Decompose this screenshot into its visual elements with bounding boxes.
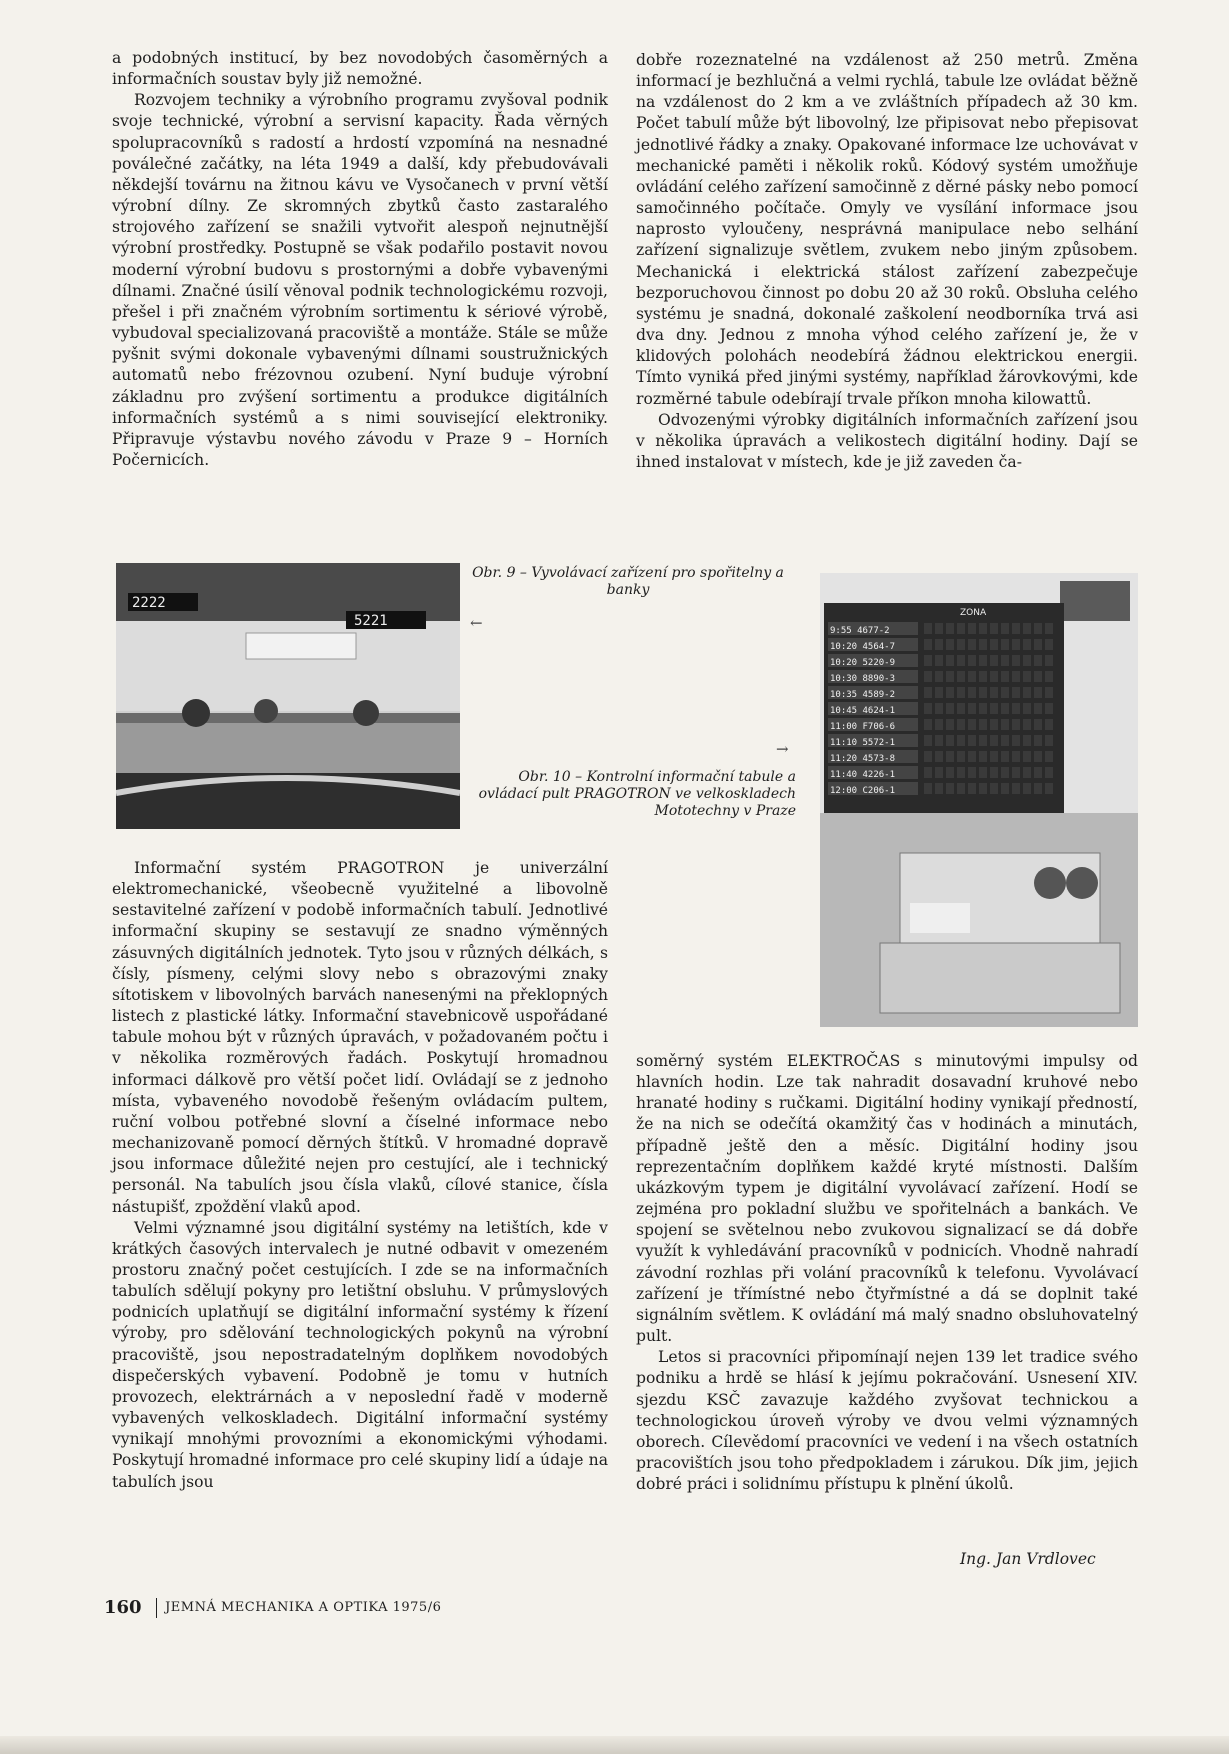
board-flap — [979, 703, 987, 714]
bottom-right-column — [636, 1051, 1138, 1495]
figure-9-photo — [116, 563, 460, 829]
board-flap — [979, 751, 987, 762]
board-flap — [1034, 751, 1042, 762]
board-flap — [1001, 751, 1009, 762]
board-flap — [1012, 783, 1020, 794]
board-flap — [946, 783, 954, 794]
board-flap — [979, 623, 987, 634]
paragraph: Informační systém PRAGOTRON je univerzální elektromechanické, všeobecně využitelné a libovolně sestavitelné zařízení v podobě informačních tabulí. Jednotlivé informační skupiny se sestavují ze snadno výměnných zásuvných digitálních jednotek. Tyto jsou v různých délkách, s čísly, písmeny, celými slovy nebo s obrazovými znaky sítotiskem v libovolných barvách nanesenými na překlopných listech z plastické látky. Informační stavebnicově uspořádané tabule mohou být v různých úpravách, v požadovaném počtu i v několika rozměrových řadách. Poskytují hromadnou informaci dálkově pro větší počet lidí. Ovládají se z jednoho místa, vybaveného novodobě řešeným ovládacím pultem, ruční volbou potřebné slovní a číselné informace nebo mechanizovaně pomocí děrných štítků. V hromadné dopravě jsou informace důležité nejen pro cestující, ale i technický personál. Na tabulích jsou čísla vlaků, cílové stanice, čísla nástupišť, zpoždění vlaků apod. — [112, 859, 608, 1216]
board-flap — [957, 735, 965, 746]
board-flap — [990, 719, 998, 730]
board-flap — [1023, 751, 1031, 762]
board-flap — [1045, 687, 1053, 698]
board-row: 11:10 5572-1 — [830, 738, 896, 748]
board-row: 10:35 4589-2 — [830, 690, 896, 700]
board-flap — [924, 655, 932, 666]
board-flap — [924, 687, 932, 698]
board-flap — [924, 623, 932, 634]
board-flap — [990, 671, 998, 682]
board-flap — [946, 623, 954, 634]
board-flap — [1001, 735, 1009, 746]
board-flap — [968, 639, 976, 650]
board-flap — [990, 655, 998, 666]
board-flap — [924, 671, 932, 682]
board-flap — [968, 735, 976, 746]
board-flap — [957, 687, 965, 698]
board-flap — [1012, 655, 1020, 666]
board-flap — [946, 767, 954, 778]
board-flap — [1012, 623, 1020, 634]
board-flap — [1012, 687, 1020, 698]
board-flap — [1012, 735, 1020, 746]
board-flap — [935, 767, 943, 778]
board-flap — [924, 639, 932, 650]
journal-name: JEMNÁ MECHANIKA A OPTIKA 1975/6 — [165, 1600, 442, 1615]
board-flap — [935, 623, 943, 634]
board-flap — [946, 703, 954, 714]
board-flap — [990, 767, 998, 778]
board-flap — [957, 671, 965, 682]
board-flap — [1045, 783, 1053, 794]
board-flap — [990, 623, 998, 634]
board-flap — [1034, 719, 1042, 730]
board-flap — [1012, 767, 1020, 778]
board-flap — [968, 703, 976, 714]
board-flap — [1023, 735, 1031, 746]
board-flap — [990, 639, 998, 650]
board-flap — [1023, 623, 1031, 634]
board-flap — [1012, 703, 1020, 714]
board-flap — [1012, 751, 1020, 762]
board-row: 10:30 8890-3 — [830, 674, 896, 684]
board-title: ZONA — [960, 608, 987, 618]
board-flap — [935, 703, 943, 714]
board-flap — [1034, 671, 1042, 682]
board-flap — [957, 783, 965, 794]
board-flap — [1045, 639, 1053, 650]
board-flap — [1045, 751, 1053, 762]
board-flap — [1034, 703, 1042, 714]
board-row: 10:20 4564-7 — [830, 642, 896, 652]
board-flap — [935, 735, 943, 746]
board-flap — [924, 751, 932, 762]
board-row: 12:00 C206-1 — [830, 786, 896, 796]
board-flap — [1001, 623, 1009, 634]
board-flap — [1045, 719, 1053, 730]
board-flap — [968, 751, 976, 762]
board-flap — [946, 687, 954, 698]
board-flap — [1001, 639, 1009, 650]
board-flap — [935, 639, 943, 650]
display-sign-b: 5221 — [354, 613, 388, 629]
board-flap — [979, 767, 987, 778]
board-row: 11:40 4226-1 — [830, 770, 896, 780]
board-flap — [1001, 719, 1009, 730]
board-flap — [924, 783, 932, 794]
top-right-column — [636, 50, 1138, 473]
board-flap — [979, 671, 987, 682]
board-flap — [990, 783, 998, 794]
board-flap — [946, 639, 954, 650]
board-flap — [946, 671, 954, 682]
board-flap — [968, 719, 976, 730]
footer-divider — [156, 1598, 158, 1618]
board-flap — [946, 655, 954, 666]
board-flap — [1045, 655, 1053, 666]
board-flap — [935, 751, 943, 762]
bank-counter-illustration — [116, 563, 460, 829]
board-flap — [1012, 719, 1020, 730]
board-flap — [1001, 671, 1009, 682]
board-flap — [968, 687, 976, 698]
board-flap — [990, 735, 998, 746]
board-flap — [968, 655, 976, 666]
board-flap — [1023, 639, 1031, 650]
board-flap — [979, 655, 987, 666]
board-row: 11:00 F706-6 — [830, 722, 896, 732]
board-row: 11:20 4573-8 — [830, 754, 896, 764]
board-flap — [1034, 623, 1042, 634]
paragraph: dobře rozeznatelné na vzdálenost až 250 metrů. Změna informací je bezhlučná a velmi rychlá, tabule lze ovládat běžně na vzdálenost do 2 km a ve zvláštních případech až 30 km. Počet tabulí může být libovolný, lze připisovat nebo přepisovat jednotlivé řádky a znaky. Opakované informace lze uchovávat v mechanické paměti i několik roků. Kódový systém umožňuje ovládání celého zařízení samočinně z děrné pásky nebo pomocí samočinného počítače. Omyly ve vysílání informace jsou naprosto vyloučeny, nesprávná manipulace nebo selhání zařízení signalizuje světlem, zvukem nebo jiným způsobem. Mechanická i elektrická stálost zařízení zabezpečuje bezporuchovou činnost po dobu 20 až 30 roků. Obsluha celého systému je snadná, dokonalé zaškolení neodborníka trvá asi dva dny. Jednou z mnoha výhod celého zařízení je, že v klidových polohách neodebírá žádnou elektrickou energii. Tímto vyniká před jinými systémy, například žárovkovými, kde rozměrné tabule odebírají trvale příkon mnoha kilowattů. — [636, 51, 1138, 408]
board-flap — [957, 623, 965, 634]
author-signature: Ing. Jan Vrdlovec — [960, 1550, 1096, 1568]
board-flap — [979, 719, 987, 730]
paragraph: Velmi významné jsou digitální systémy na letištích, kde v krátkých časových intervalech je nutné odbavit v omezeném prostoru značný počet cestujících. I zde se na informačních tabulích sdělují pokyny pro letištní obsluhu. V průmyslových podnicích uplatňují se digitální informační systémy k řízení výroby, pro sdělování technologických pokynů na výrobní pracoviště, jsou nepostradatelným doplňkem novodobých dispečerských vybavení. Podobně je tomu v hutních provozech, elektrárnách a v neposlední řadě v moderně vybavených velkoskladech. Digitální informační systémy vynikají mnohými provozními a ekonomickými výhodami. Poskytují hromadné informace pro celé skupiny lidí a údaje na tabulích jsou — [112, 1218, 608, 1491]
board-flap — [1023, 767, 1031, 778]
board-flap — [1045, 623, 1053, 634]
board-flap — [1001, 767, 1009, 778]
display-sign-a: 2222 — [132, 595, 166, 611]
bottom-left-column — [112, 858, 608, 1493]
board-flap — [924, 767, 932, 778]
board-flap — [968, 767, 976, 778]
board-row: 9:55 4677-2 — [830, 626, 890, 636]
board-flap — [968, 623, 976, 634]
board-flap — [1001, 703, 1009, 714]
board-row: 10:20 5220-9 — [830, 658, 896, 668]
board-flap — [1023, 671, 1031, 682]
board-flap — [1034, 767, 1042, 778]
board-flap — [924, 719, 932, 730]
board-flap — [946, 751, 954, 762]
figure-10-caption: Obr. 10 – Kontrolní informační tabule a ovládací pult PRAGOTRON ve velkoskladech Mototechny v Praze — [478, 769, 796, 819]
arrow-right-icon: → — [776, 740, 789, 758]
board-flap — [935, 687, 943, 698]
paragraph: a podobných institucí, by bez novodobých časoměrných a informačních soustav byly již nemožné. — [112, 49, 608, 89]
board-flap — [1045, 767, 1053, 778]
board-flap — [1001, 783, 1009, 794]
board-flap — [1012, 671, 1020, 682]
board-flap — [1034, 639, 1042, 650]
page-footer — [104, 1597, 441, 1618]
board-flap — [1001, 687, 1009, 698]
paragraph: Rozvojem techniky a výrobního programu zvyšoval podnik svoje technické, výrobní a servisní kapacity. Řada věrných spolupracovníků s radostí a hrdostí vzpomíná na nesnadné poválečné začátky, na léta 1949 a další, kdy přebudovávali někdejší továrnu na žitnou kávu ve Vysočanech v první větší výrobní dílny. Ze skromných zbytků často zastaralého strojového zařízení se snažili vytvořit alespoň nejnutnější výrobní prostředky. Postupně se však podařilo postavit novou moderní výrobní budovu s prostornými a dobře vybavenými dílnami. Značné úsilí věnoval podnik technologickému rozvoji, přešel i při značném výrobním sortimentu k sériové výrobě, vybudoval specializovaná pracoviště a montáže. Stále se může pyšnit svými dokonale vybavenými dílnami soustružnických automatů nebo frézovnou ozubení. Nyní buduje výrobní základnu pro zvýšení sortimentu a produkce digitálních informačních systémů a s nimi související elektroniky. Připravuje výstavbu nového závodu v Praze 9 – Horních Počernicích. — [112, 91, 608, 469]
board-flap — [957, 639, 965, 650]
board-flap — [979, 735, 987, 746]
board-flap — [1023, 783, 1031, 794]
board-row: 10:45 4624-1 — [830, 706, 896, 716]
top-left-column — [112, 48, 608, 471]
page-edge — [0, 1736, 1229, 1754]
board-rows — [828, 622, 1053, 796]
board-flap — [1034, 783, 1042, 794]
board-flap — [990, 751, 998, 762]
board-flap — [1045, 703, 1053, 714]
board-flap — [957, 767, 965, 778]
board-flap — [1045, 671, 1053, 682]
info-board-illustration — [820, 573, 1138, 1027]
board-flap — [1023, 703, 1031, 714]
board-flap — [957, 655, 965, 666]
board-flap — [979, 639, 987, 650]
board-flap — [1012, 639, 1020, 650]
paragraph: Odvozenými výrobky digitálních informačních zařízení jsou v několika úpravách a velikostech digitální hodiny. Dají se ihned instalovat v místech, kde je již zaveden ča- — [636, 410, 1138, 471]
board-flap — [990, 687, 998, 698]
paragraph: soměrný systém ELEKTROČAS s minutovými impulsy od hlavních hodin. Lze tak nahradit dosavadní kruhové nebo hranaté hodiny s ručkami. Digitální hodiny vynikají předností, že na nich se odečítá okamžitý čas v hodinách a minutách, případně ještě den a měsíc. Digitální hodiny jsou reprezentačním doplňkem každé kryté místnosti. Dalším ukázkovým typem je digitální vyvolávací zařízení. Hodí se zejména pro pokladní službu ve spořitelnách a bankách. Ve spojení se světelnou nebo zvukovou signalizací se dá dobře využít k vyhledávání pracovníků v podnicích. Vhodně nahradí závodní rozhlas při volání pracovníků k telefonu. Vyvolávací zařízení je třímístné nebo čtyřmístné a dá se doplnit také signálním světlem. K ovládání má malý snadno obsluhovatelný pult. — [636, 1052, 1138, 1346]
board-flap — [1045, 735, 1053, 746]
board-flap — [979, 783, 987, 794]
board-flap — [924, 703, 932, 714]
paragraph: Letos si pracovníci připomínají nejen 139 let tradice svého podniku a hrdě se hlásí k jejímu pokračování. Usnesení XIV. sjezdu KSČ zavazuje každého zvyšovat technickou a technologickou úroveň výroby ve dvou velmi významných oborech. Cílevědomí pracovníci ve vedení i na všech ostatních pracovištích jsou toho předpokladem i zárukou. Dík jim, jejich dobré práci i solidnímu přístupu k plnění úkolů. — [636, 1348, 1138, 1494]
board-flap — [1034, 735, 1042, 746]
board-flap — [968, 783, 976, 794]
board-flap — [1023, 719, 1031, 730]
board-flap — [1001, 655, 1009, 666]
board-flap — [957, 703, 965, 714]
board-flap — [979, 687, 987, 698]
board-flap — [957, 751, 965, 762]
board-flap — [1034, 687, 1042, 698]
board-flap — [935, 655, 943, 666]
board-flap — [924, 735, 932, 746]
board-flap — [957, 719, 965, 730]
board-flap — [1023, 687, 1031, 698]
board-flap — [935, 671, 943, 682]
board-flap — [990, 703, 998, 714]
page-number: 160 — [104, 1597, 142, 1618]
figure-9-caption: Obr. 9 – Vyvolávací zařízení pro spořitelny a banky — [472, 565, 784, 598]
board-flap — [935, 719, 943, 730]
board-flap — [968, 671, 976, 682]
arrow-left-icon: ← — [470, 614, 483, 632]
board-flap — [1023, 655, 1031, 666]
board-flap — [935, 783, 943, 794]
board-flap — [946, 735, 954, 746]
figure-10-photo — [820, 573, 1138, 1027]
board-flap — [1034, 655, 1042, 666]
board-flap — [946, 719, 954, 730]
